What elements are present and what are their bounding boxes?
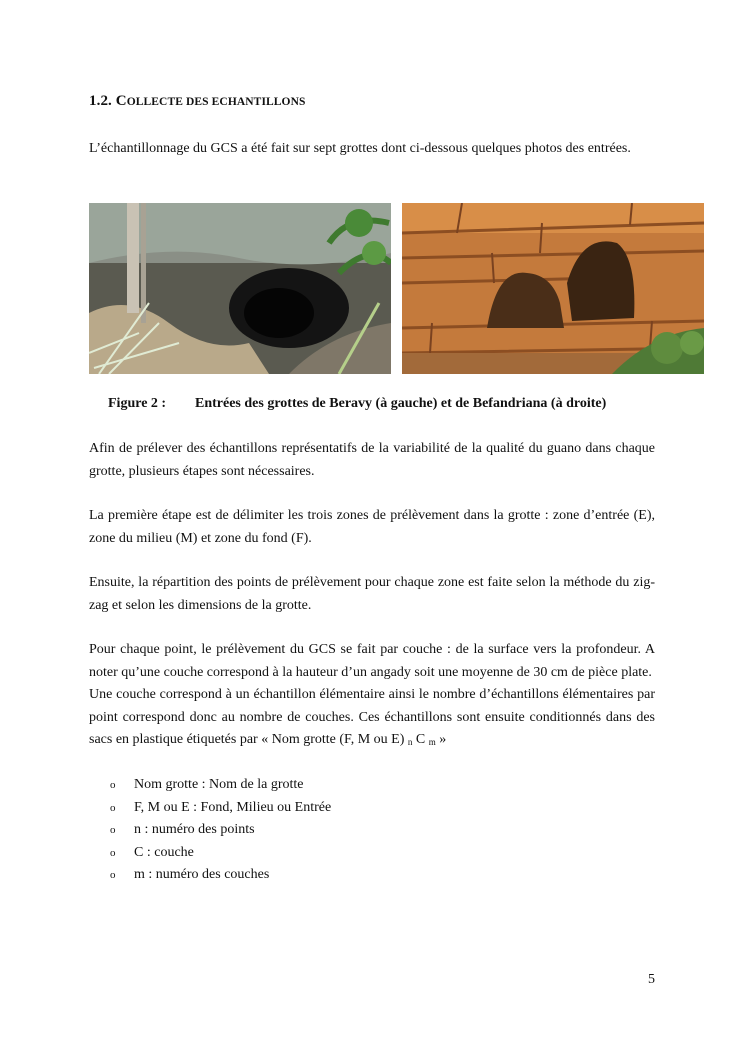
bullet-marker: o <box>110 801 116 814</box>
paragraph-first-step: La première étape est de délimiter les trois zones de prélèvement dans la grotte : zone d’entrée (E), zone du milieu (M) et zone du fond (F). <box>89 508 655 546</box>
section-title-rest-2: ECHANTILLONS <box>211 96 306 108</box>
bullet-marker: o <box>110 869 116 882</box>
figure-label: Figure 2 : <box>108 396 167 411</box>
bullet-marker: o <box>110 824 116 837</box>
list-item: o F, M ou E : Fond, Milieu ou Entrée <box>110 797 331 820</box>
figure-caption <box>108 396 668 412</box>
label-c: C <box>412 732 429 747</box>
label-subscript-m: m <box>428 737 436 747</box>
bullet-marker: o <box>110 846 116 859</box>
list-item: o C : couche <box>110 842 331 865</box>
intro-paragraph: L’échantillonnage du GCS a été fait sur sept grottes dont ci-dessous quelques photos des entrées. <box>89 141 631 156</box>
paragraph-layer-sampling-text: Pour chaque point, le prélèvement du GCS se fait par couche : de la surface vers la profondeur. A noter qu’une couche correspond à la hauteur d’un angady soit une moyenne de 30 cm de pièce plate. <box>89 642 655 680</box>
label-subscript-n: n <box>407 737 413 747</box>
cave-entrance-befandriana-photo <box>402 203 704 374</box>
list-item: o Nom grotte : Nom de la grotte <box>110 774 331 797</box>
paragraph-layer-sampling <box>89 639 655 754</box>
figure-caption-text: Entrées des grottes de Beravy (à gauche) et de Befandriana (à droite) <box>195 396 607 411</box>
paragraph-sampling-goal: Afin de prélever des échantillons représentatifs de la variabilité de la qualité du guano dans chaque grotte, plusieurs étapes sont nécessaires. <box>89 441 655 479</box>
list-item: o n : numéro des points <box>110 819 331 842</box>
section-heading <box>89 93 306 110</box>
paragraph-labelling-text: Une couche correspond à un échantillon élémentaire ainsi le nombre d’échantillons élémentaires par point correspond donc au nombre de couches. Ces échantillons sont ensuite conditionnés dans des sacs en plastique étiquetés par « Nom grotte (F, M ou E) <box>89 687 655 747</box>
paragraph-zigzag-method: Ensuite, la répartition des points de prélèvement pour chaque zone est faite selon la méthode du zig-zag et selon les dimensions de la grotte. <box>89 575 655 613</box>
label-legend-list <box>110 774 331 887</box>
page-number: 5 <box>648 972 655 987</box>
bullet-marker: o <box>110 779 116 791</box>
section-title-rest: OLLECTE DES <box>126 96 212 108</box>
cave-entrance-beravy-photo <box>89 203 391 374</box>
label-end: » <box>435 732 447 747</box>
list-item: o m : numéro des couches <box>110 864 331 887</box>
section-number: 1.2. <box>89 93 112 109</box>
section-title-initial: C <box>115 93 127 109</box>
